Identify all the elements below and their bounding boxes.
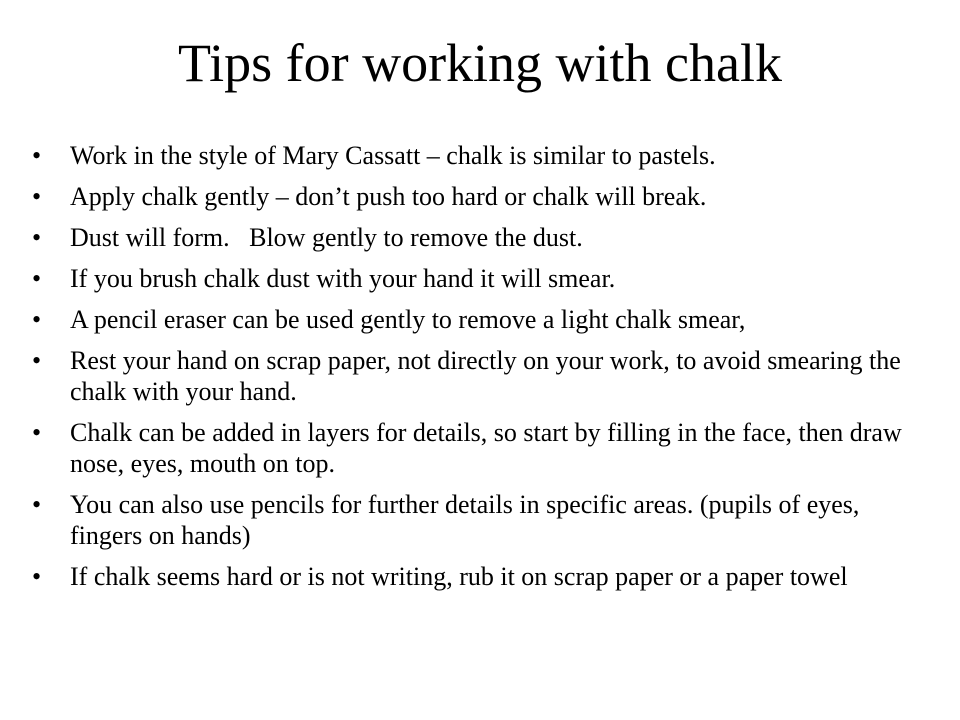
bullet-item [32, 181, 932, 212]
bullet-item [32, 561, 932, 592]
bullet-item [32, 304, 932, 335]
bullet-list [32, 140, 932, 602]
bullet-icon: • [32, 305, 42, 334]
bullet-icon: • [32, 562, 42, 591]
bullet-item [32, 345, 932, 407]
bullet-icon: • [32, 264, 42, 293]
bullet-icon: • [32, 182, 42, 211]
bullet-text: If chalk seems hard or is not writing, rub it on scrap paper or a paper towel [70, 562, 848, 591]
bullet-item [32, 417, 932, 479]
bullet-icon: • [32, 490, 42, 519]
bullet-text: Work in the style of Mary Cassatt – chalk is similar to pastels. [70, 141, 716, 170]
bullet-item [32, 222, 932, 253]
bullet-text: A pencil eraser can be used gently to remove a light chalk smear, [70, 305, 746, 334]
bullet-text: You can also use pencils for further details in specific areas. (pupils of eyes, fingers on hands) [70, 490, 860, 550]
bullet-item [32, 263, 932, 294]
bullet-text: Dust will form. Blow gently to remove the dust. [70, 223, 583, 252]
bullet-icon: • [32, 141, 42, 170]
bullet-icon: • [32, 346, 42, 375]
bullet-item [32, 489, 932, 551]
bullet-item [32, 140, 932, 171]
bullet-text: If you brush chalk dust with your hand it will smear. [70, 264, 616, 293]
bullet-icon: • [32, 223, 42, 252]
bullet-text: Rest your hand on scrap paper, not directly on your work, to avoid smearing the chalk with your hand. [70, 346, 901, 406]
bullet-text: Apply chalk gently – don’t push too hard or chalk will break. [70, 182, 707, 211]
bullet-text: Chalk can be added in layers for details, so start by filling in the face, then draw nose, eyes, mouth on top. [70, 418, 902, 478]
slide-title: Tips for working with chalk [178, 33, 782, 93]
bullet-icon: • [32, 418, 42, 447]
